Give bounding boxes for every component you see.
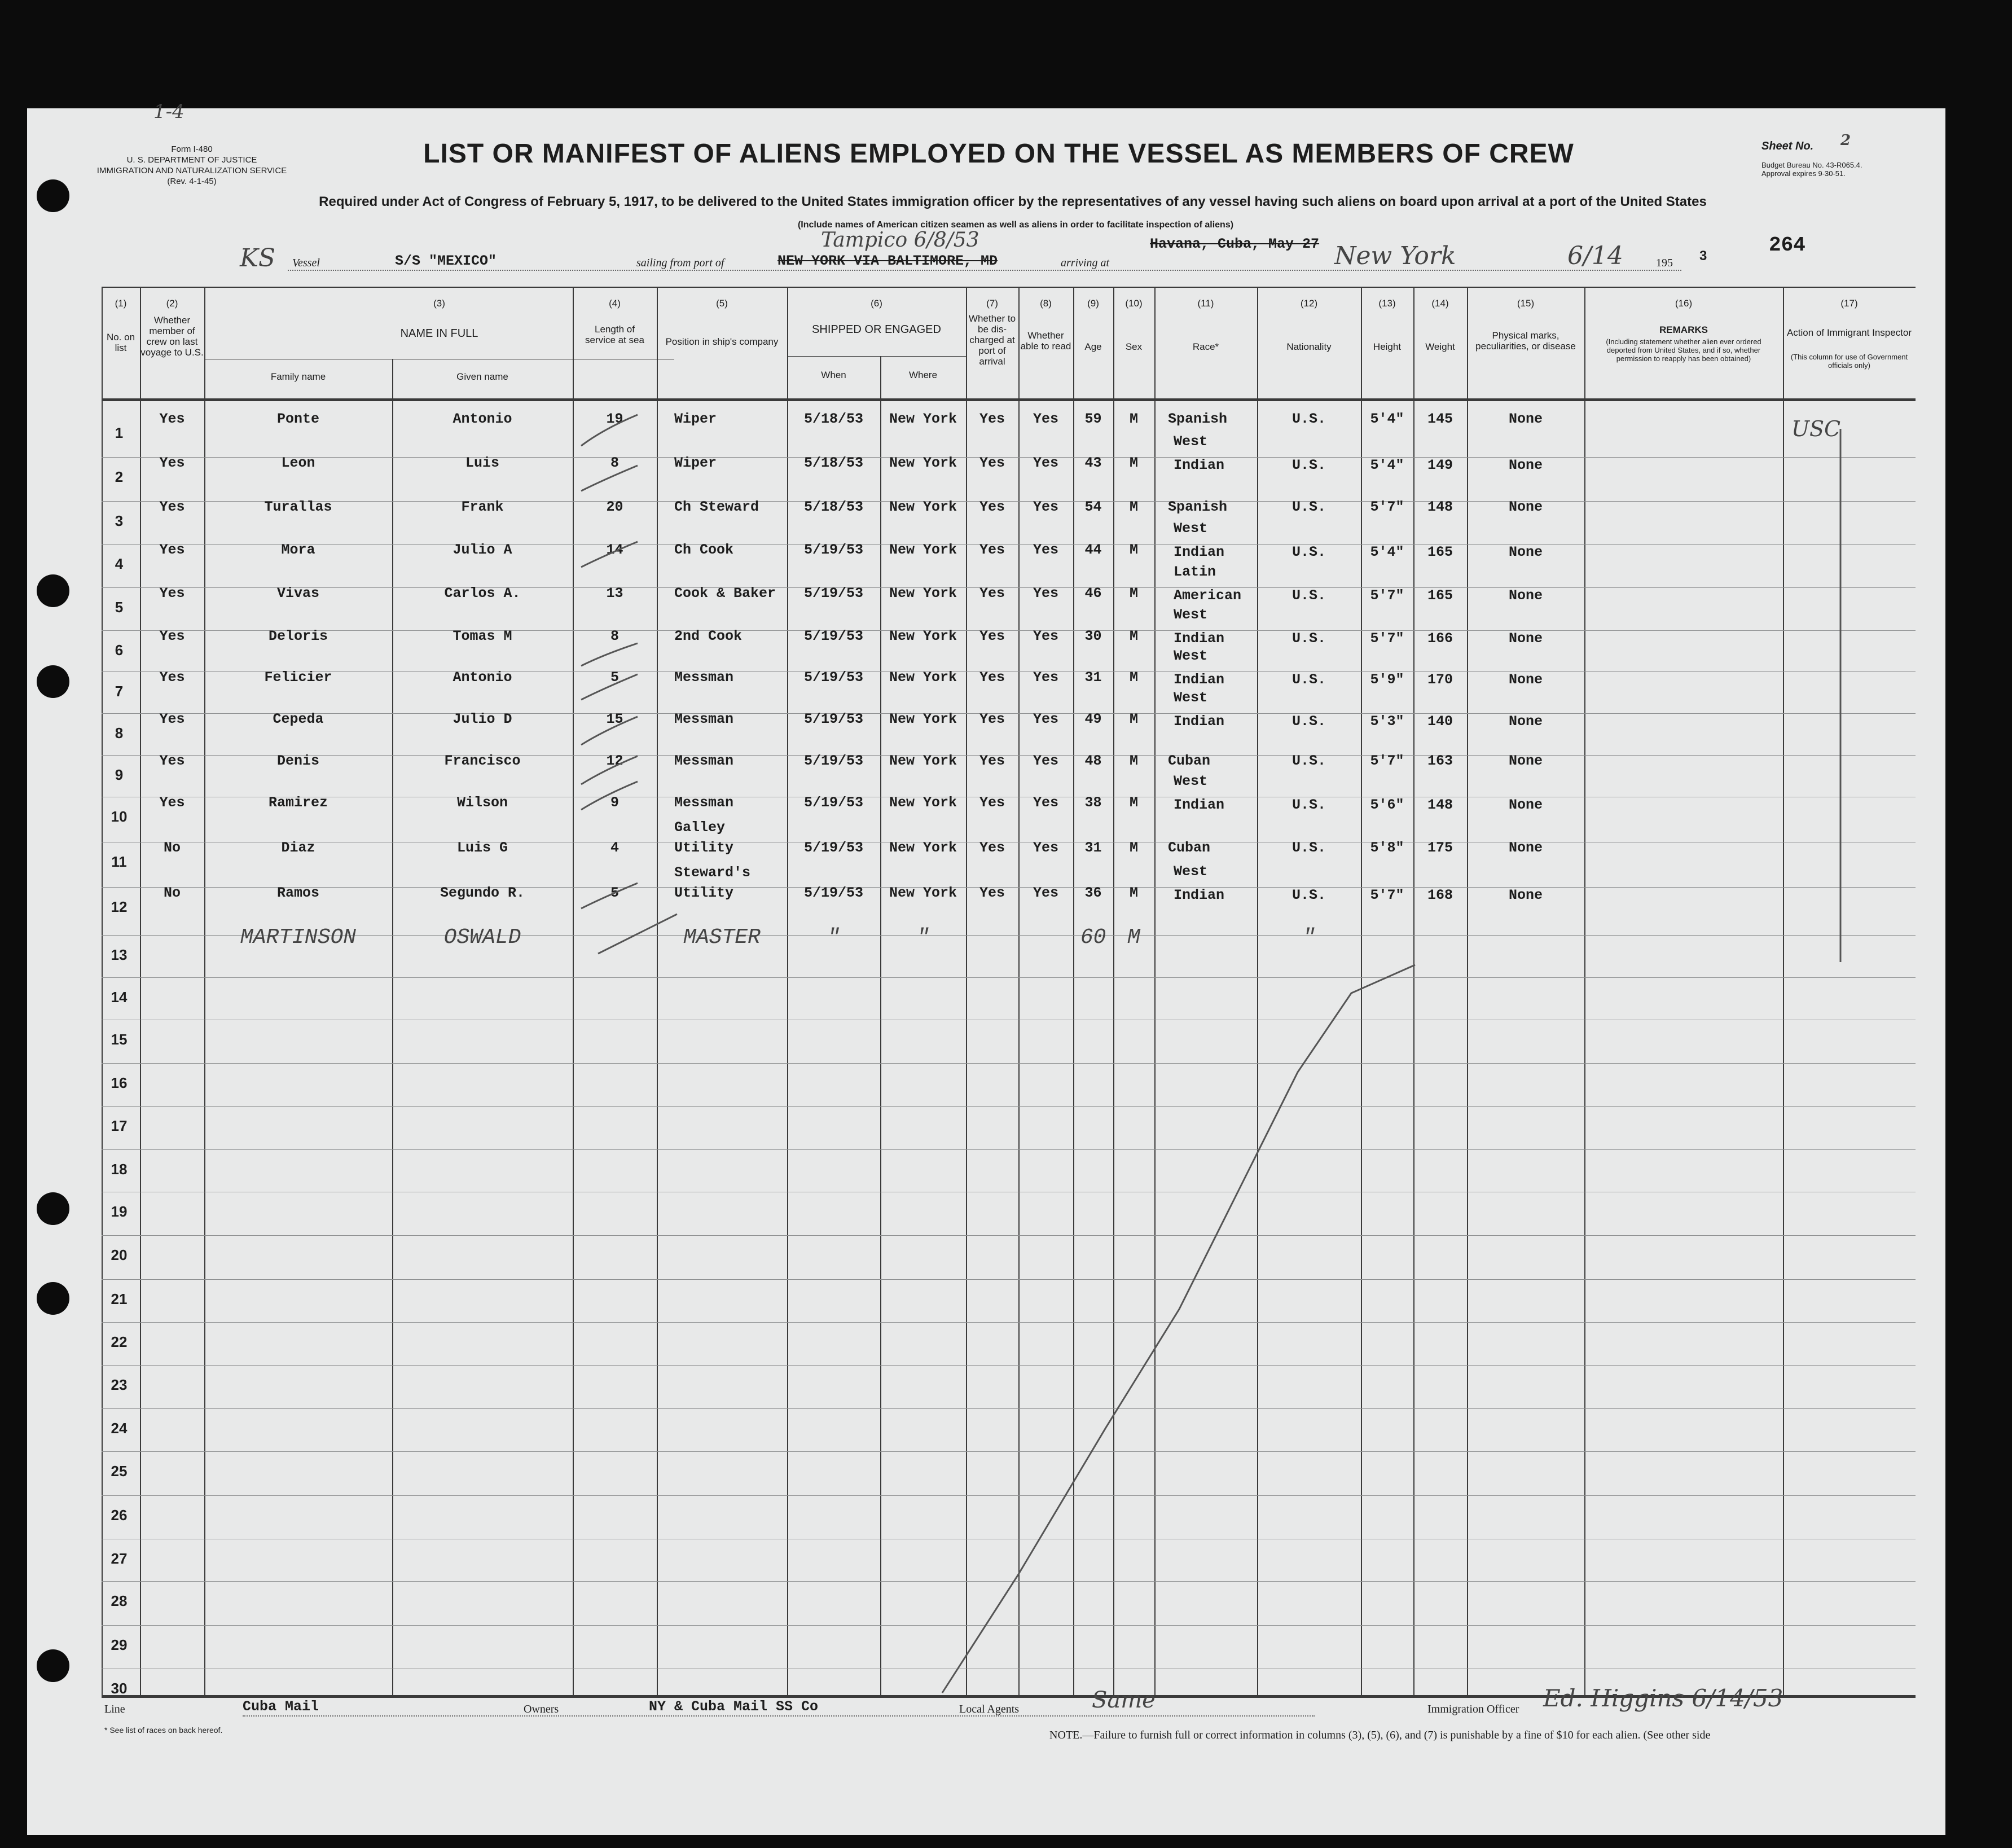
cell-where: New York [889, 711, 957, 727]
cell-service: 14 [606, 542, 623, 558]
cell-family-name: Denis [276, 753, 319, 769]
cell-read: Yes [1033, 542, 1058, 558]
sheet-label: Sheet No. [1761, 140, 1814, 152]
cell-when: 5/19/53 [803, 628, 864, 644]
cell-age: 30 [1084, 628, 1102, 644]
cell-race: West [1174, 607, 1208, 623]
cell-last-voyage: Yes [159, 669, 185, 686]
penalty-note: NOTE.—Failure to furnish full or correct information in columns (3), (5), (6), and (7) is punishable by a fine of $10 for each alien. (See other side [1049, 1729, 1711, 1741]
sailing-port-typed: NEW YORK VIA BALTIMORE, MD [777, 253, 998, 269]
row-number: 9 [115, 766, 124, 783]
cell-sex: M [1129, 455, 1138, 471]
arrival-date: 6/14 [1567, 242, 1623, 270]
corner-mark: 1-4 [153, 100, 184, 123]
cell-sex: M [1129, 628, 1138, 644]
col-header-read: Whether able to read [1020, 330, 1071, 352]
cell-service: 19 [606, 411, 623, 427]
cell-nationality: U.S. [1291, 887, 1326, 903]
cell-nationality: U.S. [1291, 671, 1326, 688]
col-header-nationality: Nationality [1286, 341, 1332, 352]
row-number: 2 [115, 468, 124, 485]
cell-read: Yes [1033, 499, 1058, 515]
cell-nationality: U.S. [1291, 411, 1326, 427]
cell-discharged: Yes [979, 711, 1005, 727]
cell-position: Messman [674, 753, 734, 769]
cell-read: Yes [1033, 711, 1058, 727]
cell-service: 8 [610, 455, 619, 471]
cell-race: Spanish [1168, 499, 1228, 515]
cell-last-voyage: Yes [159, 711, 185, 727]
cell-discharged: Yes [979, 411, 1005, 427]
cell-sex: M [1129, 669, 1138, 686]
cell-position: Wiper [674, 411, 717, 427]
row-number: 4 [115, 555, 124, 572]
cell-sex: M [1129, 499, 1138, 515]
cell-discharged: Yes [979, 669, 1005, 686]
cell-service: 9 [610, 794, 619, 811]
cell-when: 5/19/53 [803, 794, 864, 811]
cell-read: Yes [1033, 669, 1058, 686]
cell-weight: 170 [1427, 671, 1453, 688]
cell-age: 31 [1084, 840, 1102, 856]
form-subtitle: Required under Act of Congress of February 5, 1917, to be delivered to the United States immigration officer by the representatives of any vessel having such aliens on board upon arrival at a port of the United States [319, 194, 1707, 209]
cell-nationality: U.S. [1291, 797, 1326, 813]
cell-weight: 166 [1427, 630, 1453, 647]
row-number: 7 [115, 683, 124, 700]
cell-given-name: Carlos A. [444, 585, 521, 602]
cell-family-name: Felicier [264, 669, 332, 686]
cell-family-name: Ponte [276, 411, 319, 427]
cell-marks: None [1508, 671, 1543, 688]
cell-weight: 149 [1427, 457, 1453, 473]
cell-where: " [916, 925, 930, 950]
cell-age: 44 [1084, 542, 1102, 558]
cell-height: 5'4" [1370, 411, 1404, 427]
cell-discharged: Yes [979, 455, 1005, 471]
cell-sex: M [1127, 925, 1140, 950]
form-subtitle-note: (Include names of American citizen seamen as well as aliens in order to facilitate inspection of aliens) [797, 220, 1234, 230]
cell-given-name: Antonio [453, 669, 512, 686]
cell-discharged: Yes [979, 885, 1005, 901]
cell-position: Steward's [674, 864, 751, 881]
col-header-sex: Sex [1125, 341, 1143, 352]
cell-height: 5'7" [1370, 753, 1404, 769]
cell-race: Indian [1174, 887, 1225, 903]
cell-given-name: Wilson [456, 794, 508, 811]
cell-when: 5/19/53 [803, 669, 864, 686]
row-number: 15 [111, 1031, 128, 1048]
col-header-remarks: REMARKS [1659, 324, 1708, 335]
year-suffix: 3 [1699, 248, 1707, 264]
cell-race: Indian [1174, 457, 1225, 473]
row-number: 20 [111, 1246, 128, 1263]
cell-age: 49 [1084, 711, 1102, 727]
cell-race: American [1174, 587, 1242, 604]
cell-nationality: " [1302, 925, 1316, 950]
cell-nationality: U.S. [1291, 713, 1326, 730]
cell-race: West [1174, 773, 1208, 789]
cell-given-name: Julio D [453, 711, 512, 727]
cell-read: Yes [1033, 628, 1058, 644]
row-number: 21 [111, 1290, 128, 1307]
cell-sex: M [1129, 753, 1138, 769]
cell-last-voyage: No [163, 840, 181, 856]
cell-weight: 140 [1427, 713, 1453, 730]
row-number: 5 [115, 599, 124, 616]
cell-marks: None [1508, 587, 1543, 604]
cell-last-voyage: Yes [159, 455, 185, 471]
row-number: 8 [115, 725, 124, 741]
cell-given-name: Luis [465, 455, 499, 471]
cell-race: Indian [1174, 630, 1225, 647]
cell-service: 8 [610, 628, 619, 644]
row-number: 12 [111, 898, 128, 915]
vessel-label: Vessel [292, 257, 320, 269]
cell-sex: M [1129, 794, 1138, 811]
cell-family-name: Turallas [264, 499, 332, 515]
cell-discharged: Yes [979, 542, 1005, 558]
cell-family-name: Cepeda [273, 711, 324, 727]
cell-when: 5/19/53 [803, 840, 864, 856]
cell-family-name: Mora [281, 542, 315, 558]
cell-nationality: U.S. [1291, 630, 1326, 647]
cell-position: Utility [674, 885, 734, 901]
cell-race: Indian [1174, 713, 1225, 730]
col-header-family-name: Family name [270, 371, 326, 382]
cell-position: Messman [674, 794, 734, 811]
cell-discharged: Yes [979, 628, 1005, 644]
cell-family-name: Vivas [276, 585, 319, 602]
cell-when: 5/19/53 [803, 585, 864, 602]
sailing-label: sailing from port of [636, 257, 724, 269]
cell-discharged: Yes [979, 794, 1005, 811]
sailing-port-handwritten: Tampico 6/8/53 [821, 229, 979, 252]
cell-discharged: Yes [979, 499, 1005, 515]
cell-read: Yes [1033, 840, 1058, 856]
row-number: 6 [115, 642, 124, 659]
cell-age: 54 [1084, 499, 1102, 515]
cell-last-voyage: Yes [159, 411, 185, 427]
cell-position: Galley [674, 819, 726, 836]
cell-position: Wiper [674, 455, 717, 471]
cell-where: New York [889, 542, 957, 558]
col-header-remarks-note: (Including statement whether alien ever ordered deported from United States, and if so, whether permission to reapply has been obtained) [1606, 337, 1761, 363]
row-number: 30 [111, 1680, 128, 1697]
col-header-race: Race* [1192, 341, 1219, 352]
cell-weight: 168 [1427, 887, 1453, 903]
cell-age: 36 [1084, 885, 1102, 901]
row-number: 29 [111, 1636, 128, 1653]
cell-height: 5'7" [1370, 499, 1404, 515]
cell-last-voyage: Yes [159, 499, 185, 515]
cell-nationality: U.S. [1291, 587, 1326, 604]
cell-last-voyage: Yes [159, 585, 185, 602]
cell-height: 5'4" [1370, 457, 1404, 473]
cell-last-voyage: Yes [159, 753, 185, 769]
cell-where: New York [889, 455, 957, 471]
arriving-port-typed: Havana, Cuba, May 27 [1150, 236, 1320, 252]
agents-value: Same [1092, 1687, 1156, 1713]
cell-race: Indian [1174, 544, 1225, 560]
cell-family-name: Ramos [276, 885, 319, 901]
cell-height: 5'7" [1370, 630, 1404, 647]
row-number: 14 [111, 989, 128, 1006]
cell-race: West [1174, 863, 1208, 880]
cell-service: 15 [606, 711, 623, 727]
cell-marks: None [1508, 840, 1543, 856]
cell-sex: M [1129, 885, 1138, 901]
cell-service: 12 [606, 753, 623, 769]
cell-position: Messman [674, 711, 734, 727]
cell-race: West [1174, 648, 1208, 664]
cell-read: Yes [1033, 885, 1058, 901]
cell-when: 5/19/53 [803, 711, 864, 727]
col-header-age: Age [1084, 341, 1102, 352]
cell-where: New York [889, 753, 957, 769]
cell-position: Utility [674, 840, 734, 856]
cell-when: 5/18/53 [803, 499, 864, 515]
col-header-where: Where [908, 370, 938, 380]
cell-height: 5'7" [1370, 587, 1404, 604]
cell-service: 13 [606, 585, 623, 602]
cell-discharged: Yes [979, 840, 1005, 856]
cell-age: 46 [1084, 585, 1102, 602]
cell-weight: 165 [1427, 544, 1453, 560]
cell-height: 5'7" [1370, 887, 1404, 903]
cell-last-voyage: No [163, 885, 181, 901]
vessel-name: S/S "MEXICO" [395, 253, 497, 269]
cell-weight: 148 [1427, 499, 1453, 515]
cell-when: 5/19/53 [803, 542, 864, 558]
cell-sex: M [1129, 840, 1138, 856]
cell-position: Ch Steward [674, 499, 759, 515]
cell-age: 38 [1084, 794, 1102, 811]
cell-marks: None [1508, 457, 1543, 473]
cell-when: 5/18/53 [803, 455, 864, 471]
cell-where: New York [889, 585, 957, 602]
cell-race: Indian [1174, 671, 1225, 688]
cell-discharged: Yes [979, 753, 1005, 769]
cell-family-name: Diaz [281, 840, 315, 856]
cell-position: 2nd Cook [674, 628, 743, 644]
cell-service: 20 [606, 499, 623, 515]
cell-marks: None [1508, 411, 1543, 427]
cell-nationality: U.S. [1291, 840, 1326, 856]
row-number: 1 [115, 424, 124, 441]
col-header-discharged: Whether to be dis-charged at port of arrival [968, 313, 1016, 367]
cell-given-name: Luis G [456, 840, 508, 856]
vessel-mark: KS [240, 244, 276, 273]
line-value: Cuba Mail [243, 1698, 319, 1715]
cell-read: Yes [1033, 753, 1058, 769]
cell-family-name: Leon [281, 455, 315, 471]
owners-value: NY & Cuba Mail SS Co [649, 1698, 819, 1715]
sheet-number: 2 [1840, 132, 1851, 149]
line-label: Line [104, 1703, 125, 1715]
officer-label: Immigration Officer [1427, 1703, 1519, 1715]
cell-age: 31 [1084, 669, 1102, 686]
col-header-given-name: Given name [456, 371, 508, 382]
cell-weight: 165 [1427, 587, 1453, 604]
officer-signature: Ed. Higgins 6/14/53 [1543, 1684, 1783, 1712]
cell-marks: None [1508, 887, 1543, 903]
cell-marks: None [1508, 544, 1543, 560]
row-number: 18 [111, 1161, 128, 1178]
cell-sex: M [1129, 585, 1138, 602]
owners-label: Owners [524, 1703, 559, 1715]
cell-sex: M [1129, 711, 1138, 727]
cell-age: 43 [1084, 455, 1102, 471]
row-number: 13 [111, 946, 128, 963]
cell-read: Yes [1033, 585, 1058, 602]
budget-info: Budget Bureau No. 43-R065.4. Approval expires 9-30-51. [1761, 161, 1862, 178]
row-number: 16 [111, 1074, 128, 1091]
col-header-shipped: SHIPPED OR ENGAGED [812, 323, 941, 336]
cell-nationality: U.S. [1291, 544, 1326, 560]
cell-weight: 163 [1427, 753, 1453, 769]
cell-family-name: Ramirez [268, 794, 328, 811]
cell-position: Messman [674, 669, 734, 686]
cell-race: Latin [1174, 564, 1216, 580]
cell-position: Ch Cook [674, 542, 734, 558]
cell-where: New York [889, 411, 957, 427]
cell-last-voyage: Yes [159, 628, 185, 644]
row-number: 27 [111, 1550, 128, 1567]
cell-where: New York [889, 669, 957, 686]
cell-height: 5'3" [1370, 713, 1404, 730]
cell-given-name: Antonio [453, 411, 512, 427]
cell-where: New York [889, 885, 957, 901]
cell-when: 5/18/53 [803, 411, 864, 427]
cell-read: Yes [1033, 455, 1058, 471]
row-number: 22 [111, 1333, 128, 1350]
col-header-inspector-note: (This column for use of Government officials only) [1790, 353, 1908, 370]
col-header-list-number: No. on list [106, 332, 135, 353]
cell-read: Yes [1033, 411, 1058, 427]
cell-service: 5 [610, 669, 619, 686]
cell-when: 5/19/53 [803, 885, 864, 901]
col-header-when: When [821, 370, 846, 380]
cell-when: 5/19/53 [803, 753, 864, 769]
cell-nationality: U.S. [1291, 753, 1326, 769]
cell-marks: None [1508, 797, 1543, 813]
cell-race: West [1174, 690, 1208, 706]
cell-service: 4 [610, 840, 619, 856]
row-number: 19 [111, 1203, 128, 1220]
cell-race: West [1174, 520, 1208, 537]
row-number: 28 [111, 1592, 128, 1609]
cell-race: West [1174, 433, 1208, 450]
cell-height: 5'9" [1370, 671, 1404, 688]
cell-height: 5'4" [1370, 544, 1404, 560]
cell-given-name: OSWALD [443, 925, 521, 950]
cell-last-voyage: Yes [159, 794, 185, 811]
cell-race: Cuban [1168, 753, 1211, 769]
col-header-last-voyage: Whether member of crew on last voyage to U.S. [140, 315, 204, 358]
cell-where: New York [889, 628, 957, 644]
cell-race: Spanish [1168, 411, 1228, 427]
arriving-label: arriving at [1061, 257, 1110, 269]
page-number: 264 [1769, 234, 1805, 257]
cell-weight: 145 [1427, 411, 1453, 427]
cell-discharged: Yes [979, 585, 1005, 602]
cell-height: 5'8" [1370, 840, 1404, 856]
cell-given-name: Francisco [444, 753, 521, 769]
cell-nationality: U.S. [1291, 499, 1326, 515]
col-header-height: Height [1373, 341, 1402, 352]
cell-marks: None [1508, 630, 1543, 647]
cell-marks: None [1508, 753, 1543, 769]
cell-given-name: Julio A [453, 542, 512, 558]
page-title: LIST OR MANIFEST OF ALIENS EMPLOYED ON THE VESSEL AS MEMBERS OF CREW [423, 139, 1574, 169]
row-number: 26 [111, 1507, 128, 1524]
cell-race: Cuban [1168, 840, 1211, 856]
form-info: Form I-480 U. S. DEPARTMENT OF JUSTICE IMMIGRATION AND NATURALIZATION SERVICE (Rev. 4-1-45) [96, 144, 287, 186]
col-header-name: NAME IN FULL [400, 327, 478, 340]
col-header-inspector: Action of Immigrant Inspector [1786, 327, 1912, 338]
cell-where: New York [889, 840, 957, 856]
cell-when: " [827, 925, 840, 950]
row-number: 3 [115, 512, 124, 529]
cell-nationality: U.S. [1291, 457, 1326, 473]
cell-given-name: Segundo R. [440, 885, 525, 901]
col-header-position: Position in ship's company [665, 336, 779, 347]
cell-given-name: Frank [461, 499, 504, 515]
cell-where: New York [889, 794, 957, 811]
cell-position: MASTER [683, 925, 761, 950]
cell-service: 5 [610, 885, 619, 901]
row-number: 11 [111, 853, 127, 870]
races-note: * See list of races on back hereof. [104, 1726, 223, 1735]
col-header-service: Length of service at sea [585, 324, 644, 345]
cell-race: Indian [1174, 797, 1225, 813]
col-header-physical-marks: Physical marks, peculiarities, or disease [1475, 330, 1576, 352]
cell-marks: None [1508, 499, 1543, 515]
year-prefix: 195 [1656, 257, 1673, 269]
cell-family-name: Deloris [268, 628, 328, 644]
cell-age: 59 [1084, 411, 1102, 427]
cell-family-name: MARTINSON [240, 925, 357, 950]
cell-where: New York [889, 499, 957, 515]
cell-height: 5'6" [1370, 797, 1404, 813]
cell-sex: M [1129, 542, 1138, 558]
cell-age: 48 [1084, 753, 1102, 769]
col-header-weight: Weight [1425, 341, 1455, 352]
row-number: 24 [111, 1420, 128, 1437]
cell-read: Yes [1033, 794, 1058, 811]
cell-position: Cook & Baker [674, 585, 776, 602]
cell-last-voyage: Yes [159, 542, 185, 558]
cell-sex: M [1129, 411, 1138, 427]
cell-marks: None [1508, 713, 1543, 730]
cell-given-name: Tomas M [453, 628, 512, 644]
row-number: 25 [111, 1463, 128, 1480]
inspector-note: USC [1791, 416, 1841, 441]
agents-label: Local Agents [959, 1703, 1020, 1715]
row-number: 10 [111, 808, 128, 825]
cell-age: 60 [1080, 925, 1106, 950]
cell-weight: 175 [1427, 840, 1453, 856]
row-number: 17 [111, 1117, 128, 1134]
arriving-port-handwritten: New York [1334, 242, 1456, 270]
cell-weight: 148 [1427, 797, 1453, 813]
row-number: 23 [111, 1376, 128, 1393]
